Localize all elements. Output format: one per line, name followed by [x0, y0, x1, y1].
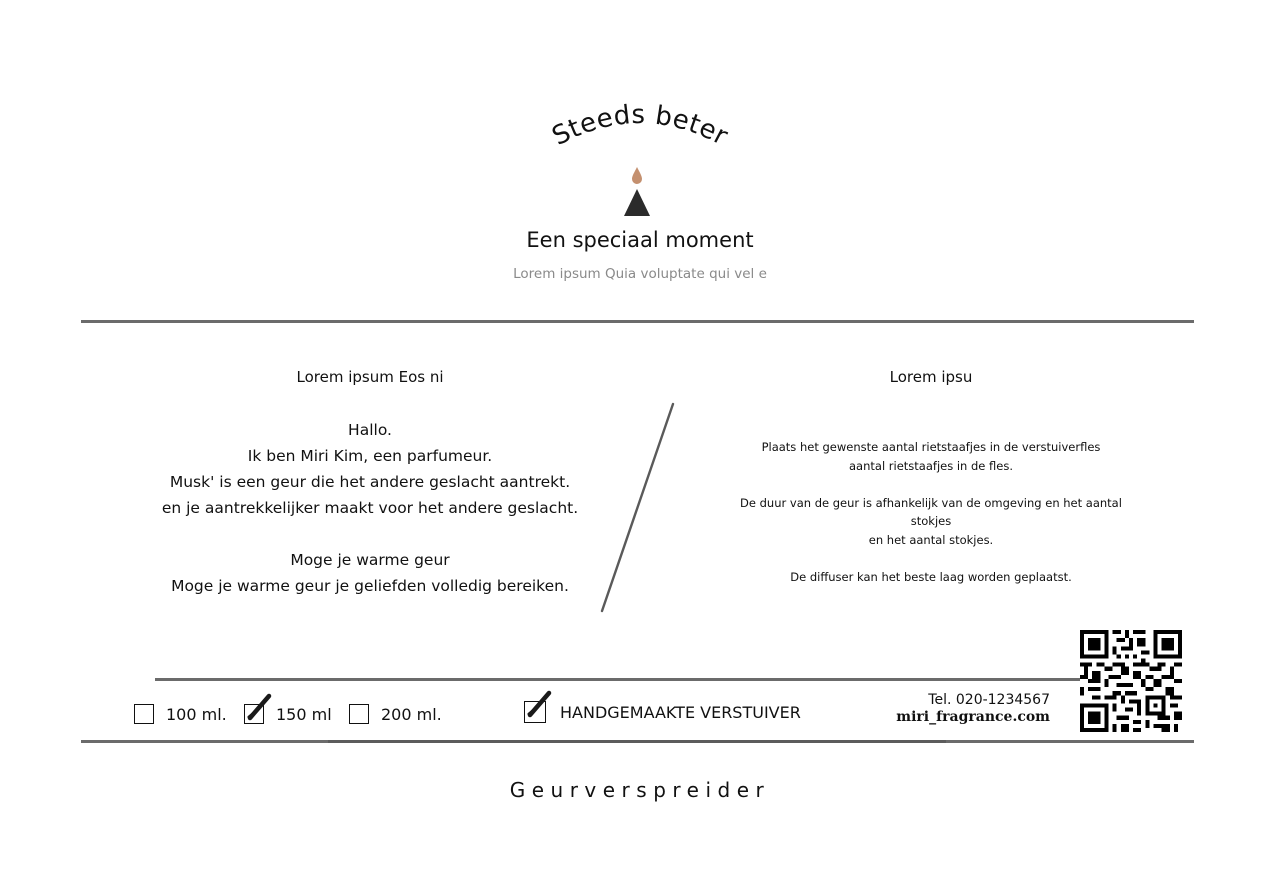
left-body — [160, 417, 580, 599]
checkbox-handmade-diffuser[interactable] — [524, 701, 546, 723]
option-label: 100 ml. — [166, 704, 227, 724]
qr-code-icon[interactable] — [1080, 630, 1182, 732]
contact-block — [860, 692, 1050, 726]
right-heading: Lorem ipsu — [889, 368, 973, 386]
svg-text:Steeds beter — [547, 100, 732, 152]
left-line: Musk' is een geur die het andere geslacht aantrekt. — [169, 473, 571, 491]
logo — [622, 165, 652, 217]
footer-title: Geurverspreider — [509, 778, 771, 802]
option-150ml[interactable] — [244, 698, 332, 730]
right-line: De duur van de geur is afhankelijk van de omgeving en het aantal stokjes — [740, 495, 1122, 528]
top-divider — [81, 320, 1194, 323]
left-heading: Lorem ipsum Eos ni — [296, 368, 444, 386]
headline: Een speciaal moment — [526, 228, 754, 252]
checkbox-200ml[interactable] — [349, 704, 369, 724]
options-top-divider — [155, 678, 1115, 681]
checkbox-100ml[interactable] — [134, 704, 154, 724]
option-200ml[interactable] — [349, 698, 442, 730]
website-link[interactable]: miri_fragrance.com — [896, 709, 1050, 725]
right-line: en het aantal stokjes. — [868, 532, 994, 547]
option-100ml[interactable] — [134, 698, 227, 730]
check-mark-icon — [527, 690, 553, 720]
left-line: Hallo. — [348, 421, 392, 439]
left-line: Moge je warme geur — [290, 551, 450, 569]
right-body — [730, 438, 1132, 586]
right-line: Plaats het gewenste aantal rietstaafjes in de verstuiverfles — [761, 440, 1101, 454]
phone-number: Tel. 020-1234567 — [928, 692, 1050, 708]
option-handmade-diffuser[interactable] — [524, 696, 801, 728]
right-line: aantal rietstaafjes in de fles. — [849, 458, 1013, 473]
right-line: De diffuser kan het beste laag worden geplaatst. — [790, 569, 1072, 584]
checkbox-150ml[interactable] — [244, 704, 264, 724]
options-bottom-divider-accent — [328, 740, 946, 743]
left-line: Moge je warme geur je geliefden volledig bereiken. — [171, 577, 569, 595]
option-label: 150 ml — [276, 704, 332, 724]
triangle-icon — [624, 189, 650, 216]
option-label: 200 ml. — [381, 704, 442, 724]
subline: Lorem ipsum Quia voluptate qui vel e — [513, 266, 767, 282]
arc-title-text: Steeds beter — [547, 99, 733, 152]
left-line: en je aantrekkelijker maakt voor het andere geslacht. — [161, 499, 579, 517]
option-label: HANDGEMAAKTE VERSTUIVER — [560, 702, 801, 722]
left-line: Ik ben Miri Kim, een parfumeur. — [247, 447, 493, 465]
drop-icon — [632, 167, 642, 184]
slash-divider — [590, 400, 690, 620]
check-mark-icon — [247, 693, 273, 723]
arc-title — [540, 90, 740, 160]
